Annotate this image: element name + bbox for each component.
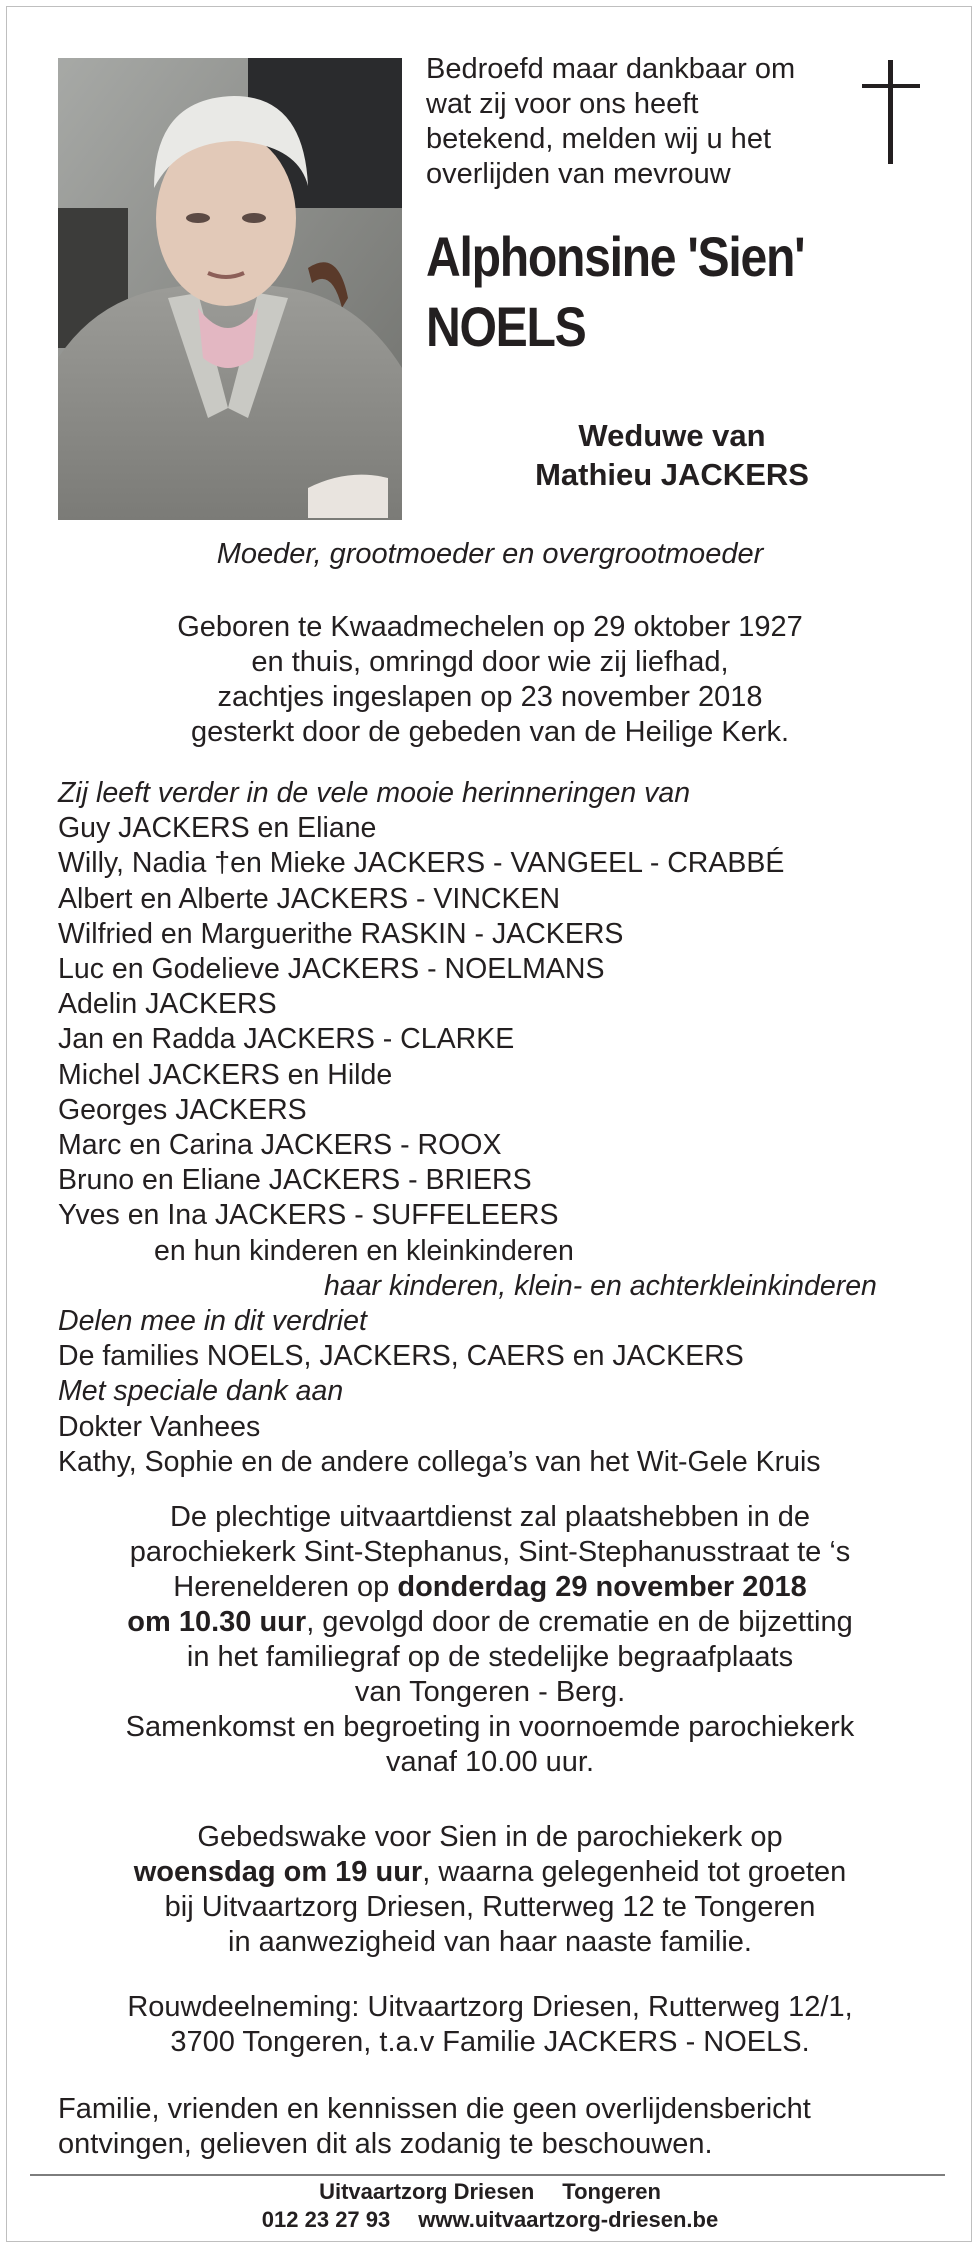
service-text: Herenelderen op	[173, 1571, 398, 1603]
family-list	[58, 776, 958, 1480]
footer-row-company	[0, 2178, 980, 2206]
condolence-line: 3700 Tongeren, t.a.v Familie JACKERS - NOELS.	[170, 2026, 810, 2058]
wake-time: woensdag om 19 uur	[133, 1856, 423, 1888]
spouse-info	[426, 416, 918, 494]
intro-line: wat zij voor ons heeft	[426, 88, 699, 120]
birth-death-line: en thuis, omringd door wie zij liefhad,	[251, 646, 729, 678]
footer-company: Uitvaartzorg Driesen	[319, 2179, 535, 2204]
service-text: , gevolgd door de crematie en de bijzetting	[306, 1606, 853, 1638]
service-time: om 10.30 uur	[127, 1606, 307, 1638]
footer-phone: 012 23 27 93	[261, 2207, 391, 2232]
intro-text	[426, 52, 856, 192]
prayer-vigil-text	[0, 1820, 980, 1960]
footer-city: Tongeren	[562, 2179, 661, 2204]
family-member: Luc en Godelieve JACKERS - NOELMANS	[58, 953, 605, 986]
portrait-photo	[58, 58, 402, 520]
wake-text: , waarna gelegenheid tot groeten	[422, 1856, 847, 1888]
thanks-heading: Met speciale dank aan	[58, 1375, 344, 1408]
birth-death-line: zachtjes ingeslapen op 23 november 2018	[217, 681, 763, 713]
condolence-address	[0, 1990, 980, 2060]
family-member: Marc en Carina JACKERS - ROOX	[58, 1129, 502, 1162]
wake-line: bij Uitvaartzorg Driesen, Rutterweg 12 te Tongeren	[164, 1891, 816, 1923]
condolence-line: Rouwdeelneming: Uitvaartzorg Driesen, Rutterweg 12/1,	[127, 1991, 853, 2023]
service-line: De plechtige uitvaartdienst zal plaatshebben in de	[169, 1501, 811, 1533]
deceased-name	[426, 222, 804, 362]
footer-divider	[30, 2174, 945, 2176]
birth-death-text	[0, 610, 980, 750]
families-line: De families NOELS, JACKERS, CAERS en JACKERS	[58, 1340, 744, 1373]
spouse-name: Mathieu JACKERS	[535, 457, 809, 492]
notice-line: Familie, vrienden en kennissen die geen overlijdensbericht	[58, 2093, 811, 2125]
birth-death-line: Geboren te Kwaadmechelen op 29 oktober 1927	[177, 611, 803, 643]
spouse-label: Weduwe van	[578, 418, 766, 453]
footer-row-contact	[0, 2206, 980, 2234]
family-member: Jan en Radda JACKERS - CLARKE	[58, 1023, 515, 1056]
intro-line: betekend, melden wij u het	[426, 123, 771, 155]
service-date: donderdag 29 november 2018	[397, 1571, 807, 1603]
service-line: Samenkomst en begroeting in voornoemde parochiekerk	[125, 1711, 855, 1743]
share-heading: Delen mee in dit verdriet	[58, 1305, 367, 1338]
deceased-last-name: NOELS	[426, 295, 586, 358]
footer-website[interactable]: www.uitvaartzorg-driesen.be	[418, 2207, 719, 2232]
intro-line: Bedroefd maar dankbaar om	[426, 53, 796, 85]
family-member: Bruno en Eliane JACKERS - BRIERS	[58, 1164, 532, 1197]
service-line: parochiekerk Sint-Stephanus, Sint-Stephanusstraat te ‘s	[129, 1536, 851, 1568]
wake-line	[0, 1855, 980, 1890]
thanks-line: Dokter Vanhees	[58, 1410, 261, 1443]
footer	[0, 2178, 980, 2234]
service-line: van Tongeren - Berg.	[354, 1676, 626, 1708]
service-line: in het familiegraf op de stedelijke begraafplaats	[186, 1641, 794, 1673]
wake-line: Gebedswake voor Sien in de parochiekerk op	[197, 1821, 783, 1853]
latin-cross-icon	[862, 60, 922, 169]
funeral-service-text	[0, 1500, 980, 1780]
intro-line: overlijden van mevrouw	[426, 158, 731, 190]
portrait-illustration	[58, 58, 402, 520]
family-member: Georges JACKERS	[58, 1093, 307, 1126]
family-member: Michel JACKERS en Hilde	[58, 1058, 393, 1091]
grandchildren-line: haar kinderen, klein- en achterkleinkinderen	[324, 1269, 877, 1302]
wake-line: in aanwezigheid van haar naaste familie.	[228, 1926, 752, 1958]
family-member: Wilfried en Marguerithe RASKIN - JACKERS	[58, 917, 624, 950]
family-member: Yves en Ina JACKERS - SUFFELEERS	[58, 1199, 559, 1232]
family-heading: Zij leeft verder in de vele mooie herinneringen van	[58, 777, 691, 809]
thanks-line: Kathy, Sophie en de andere collega’s van het Wit-Gele Kruis	[58, 1445, 821, 1478]
children-line: en hun kinderen en kleinkinderen	[154, 1234, 574, 1267]
notice-line: ontvingen, gelieven dit als zodanig te beschouwen.	[58, 2128, 713, 2160]
service-line	[0, 1605, 980, 1640]
family-member: Guy JACKERS en Eliane	[58, 812, 377, 845]
family-member: Willy, Nadia †en Mieke JACKERS - VANGEEL - CRABBÉ	[58, 847, 785, 880]
role-text: Moeder, grootmoeder en overgrootmoeder	[216, 538, 764, 570]
service-line	[0, 1570, 980, 1605]
family-member: Albert en Alberte JACKERS - VINCKEN	[58, 882, 561, 915]
deceased-first-name: Alphonsine 'Sien'	[426, 225, 805, 288]
service-line: vanaf 10.00 uur.	[386, 1746, 594, 1778]
notice-text	[58, 2092, 938, 2162]
birth-death-line: gesterkt door de gebeden van de Heilige Kerk.	[190, 716, 790, 748]
family-member: Adelin JACKERS	[58, 988, 277, 1021]
